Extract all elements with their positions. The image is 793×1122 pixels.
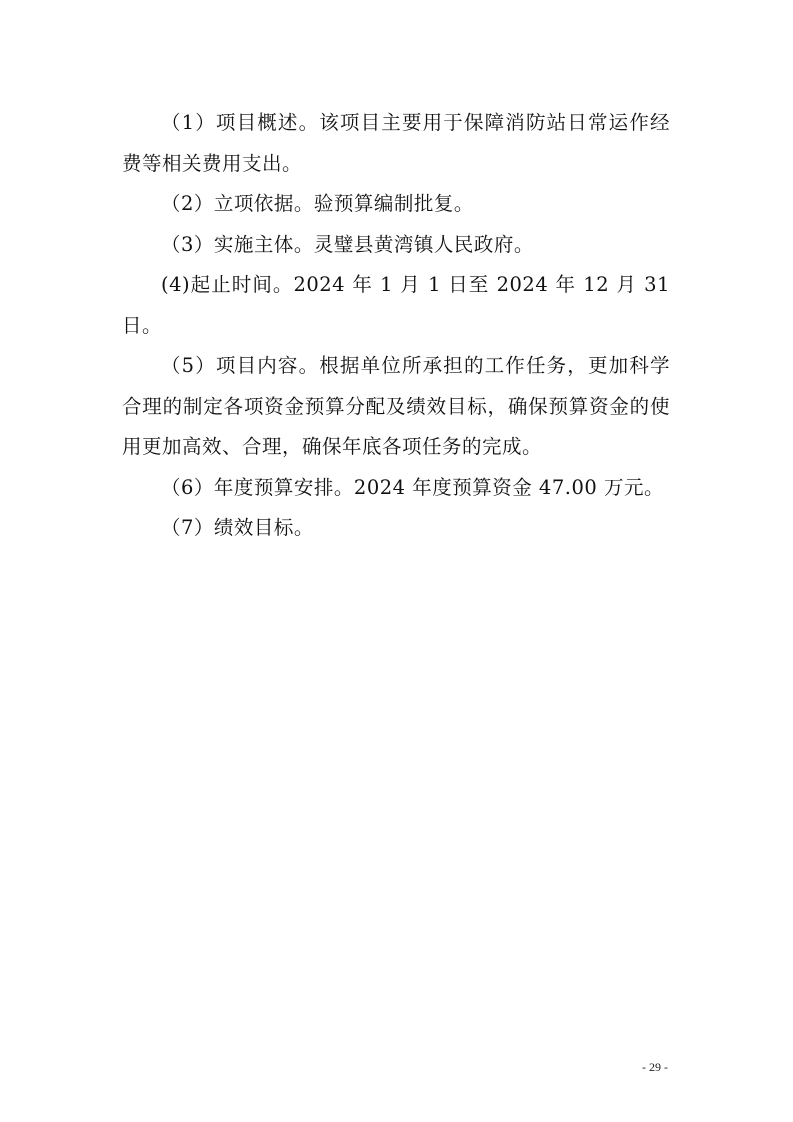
paragraph-performance-goals: （7）绩效目标。 xyxy=(161,516,314,539)
page-number: - 29 - xyxy=(642,1060,668,1074)
paragraph-annual-budget: （6）年度预算安排。2024 年度预算资金 47.00 万元。 xyxy=(161,475,664,499)
paragraph-implementing-body: （3）实施主体。灵璧县黄湾镇人民政府。 xyxy=(161,232,534,256)
paragraph-time-period: (4)起止时间。2024 年 1 月 1 日至 2024 年 12 月 31 日。 xyxy=(122,273,670,337)
paragraph-project-basis: （2）立项依据。验预算编制批复。 xyxy=(161,192,474,215)
body-text xyxy=(122,103,670,549)
paragraph-project-overview: （1）项目概述。该项目主要用于保障消防站日常运作经费等相关费用支出。 xyxy=(122,111,670,175)
paragraph-project-content: （5）项目内容。根据单位所承担的工作任务，更加科学合理的制定各项资金预算分配及绩效目标，确保预算资金的使用更加高效、合理，确保年底各项任务的完成。 xyxy=(122,354,670,458)
